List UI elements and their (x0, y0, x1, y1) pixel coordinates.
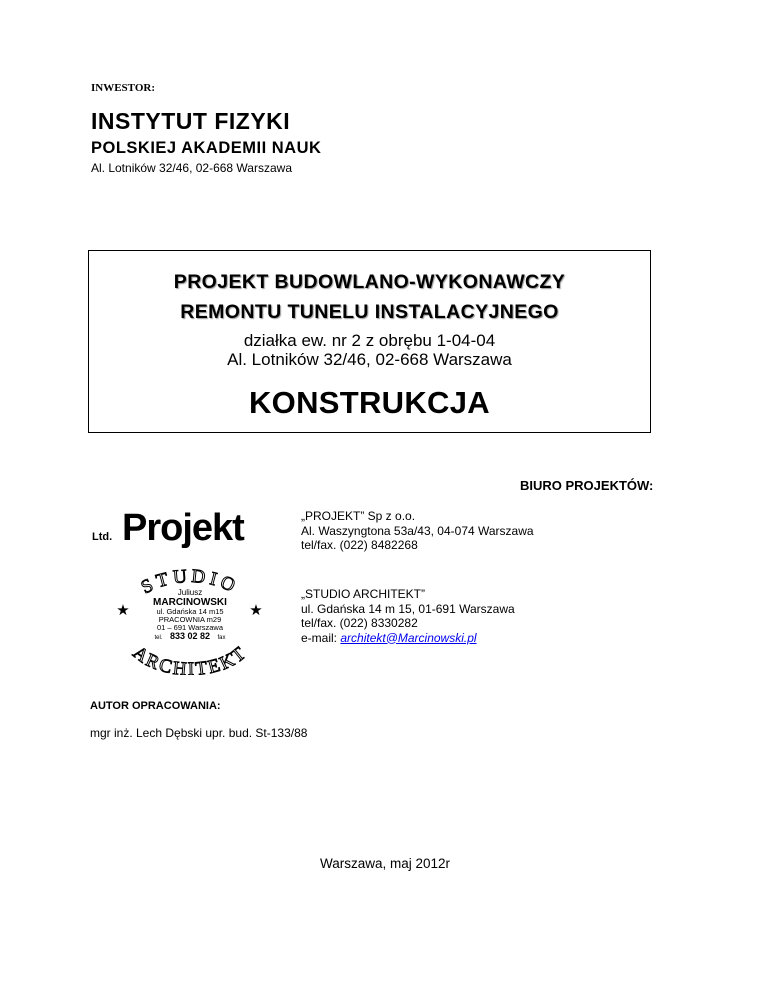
projekt-logo-word: Projekt (122, 507, 244, 549)
firm-studio (301, 587, 515, 645)
firm-studio-email-row (301, 631, 515, 646)
investor-name-line1: INSTYTUT FIZYKI (91, 108, 291, 134)
email-link[interactable]: architekt@Marcinowski.pl (340, 630, 477, 645)
firm-projekt-name: „PROJEKT” Sp z o.o. (301, 509, 416, 523)
studio-logo-arc-top: STUDIO (137, 565, 242, 599)
author-name: mgr inż. Lech Dębski upr. bud. St-133/88 (90, 726, 308, 740)
star-icon: ★ (249, 602, 263, 619)
studio-logo-surname: MARCINOWSKI (153, 597, 227, 608)
place-date-text: Warszawa, maj 2012r (319, 856, 451, 871)
investor-address: Al. Lotników 32/46, 02-668 Warszawa (91, 161, 292, 175)
studio-logo-addr1: ul. Gdańska 14 m15 (156, 607, 224, 616)
svg-text:ARCHITEKT (129, 642, 252, 675)
project-discipline: KONSTRUKCJA (249, 385, 490, 420)
studio-logo-addr2: PRACOWNIA m29 (158, 615, 222, 624)
firm-studio-address: ul. Gdańska 14 m 15, 01-691 Warszawa (301, 601, 515, 616)
projekt-logo-prefix: Ltd. (92, 531, 113, 543)
firm-projekt-address: Al. Waszyngtona 53a/43, 04-074 Warszawa (301, 523, 534, 538)
studio-logo-tel-prefix: tel. (154, 635, 163, 641)
firm-projekt (301, 509, 534, 553)
studio-logo-fax: fax (217, 635, 226, 641)
firm-projekt-phone: tel/fax. (022) 8482268 (301, 538, 418, 552)
studio-logo-first-name: Juliusz (177, 588, 203, 597)
bureau-label: BIURO PROJEKTÓW: (520, 478, 654, 493)
investor-name-line2: POLSKIEJ AKADEMII NAUK (91, 139, 322, 157)
place-date (0, 856, 768, 871)
project-title-box (88, 250, 651, 433)
star-icon: ★ (116, 602, 130, 619)
project-plot: działka ew. nr 2 z obrębu 1-04-04 (243, 331, 496, 350)
project-title-line1: PROJEKT BUDOWLANO-WYKONAWCZY (173, 271, 566, 293)
studio-logo-addr3: 01 – 691 Warszawa (156, 623, 224, 632)
studio-logo-arc-bottom: ARCHITEKT (128, 642, 252, 675)
firm-studio-phone: tel/fax. (022) 8330282 (301, 616, 418, 630)
project-title-line2: REMONTU TUNELU INSTALACYJNEGO (180, 301, 559, 323)
author-label: AUTOR OPRACOWANIA: (90, 700, 221, 712)
email-label: e-mail: (301, 630, 341, 645)
studio-logo-tel: 833 02 82 (169, 631, 211, 641)
studio-architekt-logo (110, 563, 270, 675)
projekt-logo (90, 507, 290, 552)
investor-label: INWESTOR: (91, 82, 155, 94)
project-address: Al. Lotników 32/46, 02-668 Warszawa (227, 350, 512, 369)
firm-studio-name: „STUDIO ARCHITEKT” (301, 587, 426, 601)
